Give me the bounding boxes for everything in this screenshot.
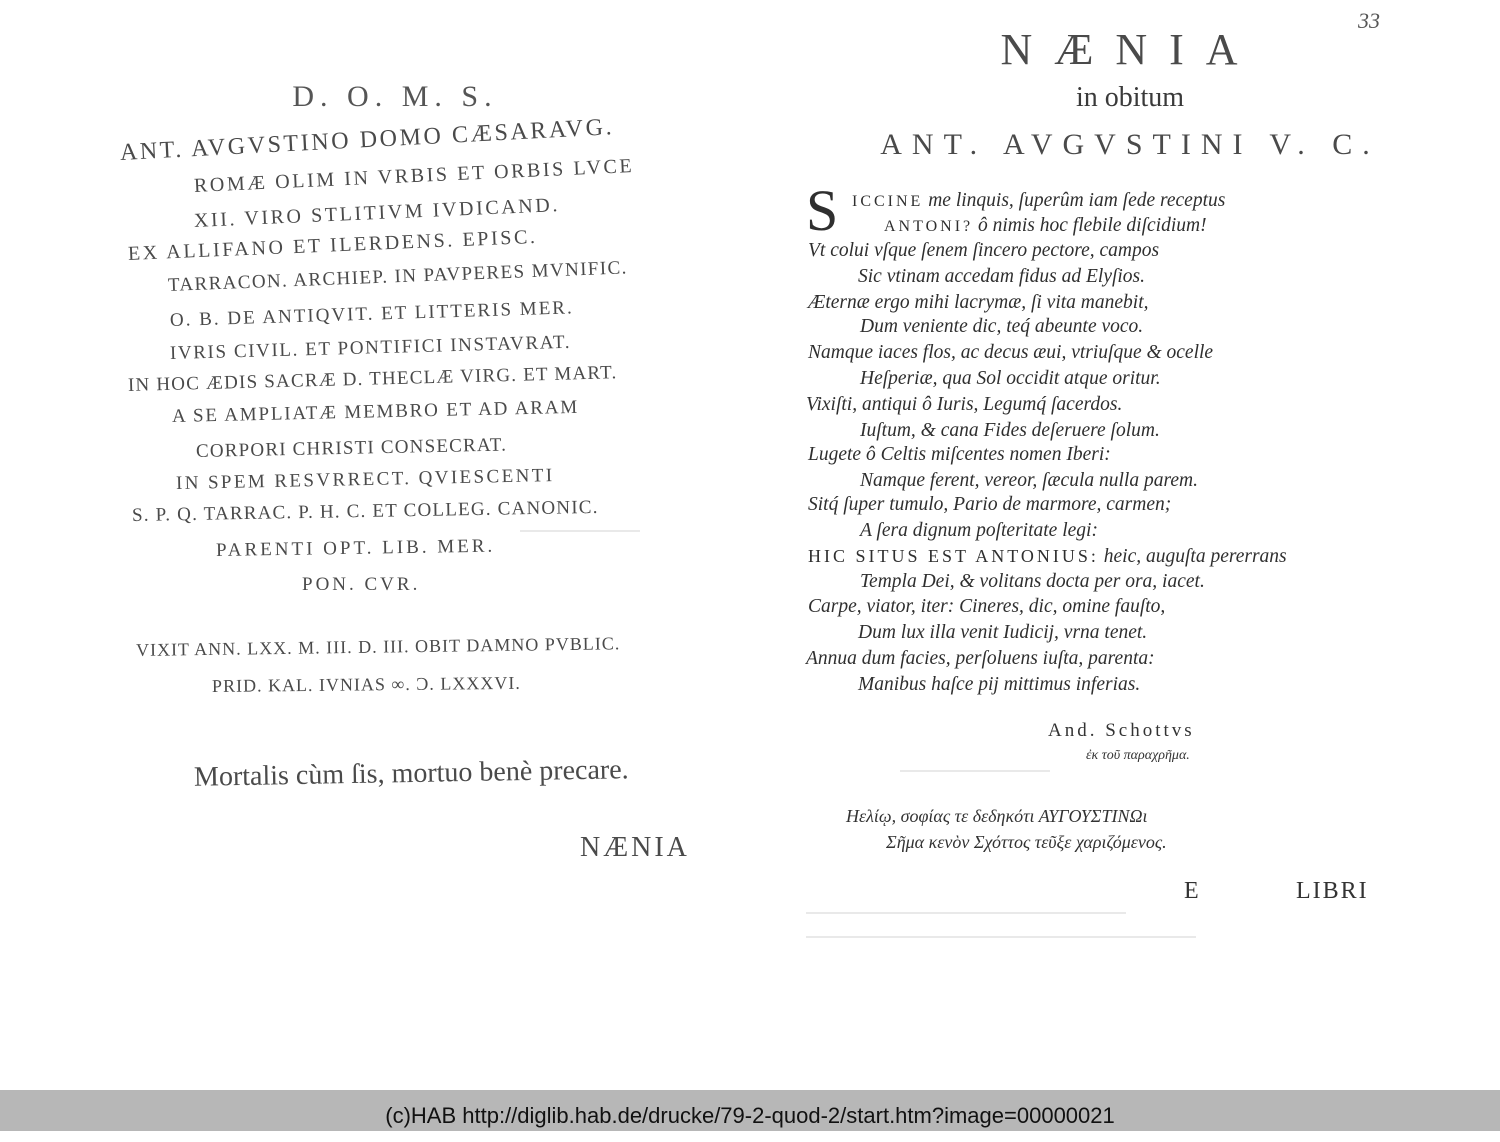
poem-text: me linquis, ſuperûm iam ſede receptus	[928, 190, 1226, 211]
epitaph-line: O. B. DE ANTIQVIT. ET LITTERIS MER.	[169, 297, 574, 331]
epitaph-line: TARRACON. ARCHIEP. IN PAVPERES MVNIFIC.	[167, 257, 629, 296]
epitaph-line: A SE AMPLIATÆ MEMBRO ET AD ARAM	[171, 396, 580, 427]
epitaph-line: IN SPEM RESVRRECT. QVIESCENTI	[175, 465, 555, 494]
bleed-through-mark	[806, 936, 1196, 938]
epitaph-line: IN HOC ÆDIS SACRÆ D. THECLÆ VIRG. ET MART.	[127, 362, 618, 396]
epitaph-line: XII. VIRO STLITIVM IVDICAND.	[193, 194, 561, 232]
right-page	[760, 0, 1500, 1090]
copyright-footer: (c)HAB http://diglib.hab.de/drucke/79-2-quod-2/start.htm?image=00000021	[0, 1090, 1500, 1131]
poem-line: Vixiſti, antiqui ô Iuris, Legumq́ ſacerdos.	[806, 394, 1123, 415]
epitaph-line: ANT. AVGVSTINO DOMO CÆSARAVG.	[119, 114, 615, 166]
epitaph-line: CORPORI CHRISTI CONSECRAT.	[195, 434, 508, 462]
greek-verse-line: Σῆμα κενὸν Σχόττος τεῦξε χαριζόμενος.	[886, 832, 1167, 852]
bleed-through-mark	[520, 530, 640, 532]
epitaph-line: PON. CVR.	[302, 574, 421, 595]
poem-line: Sitq́ ſuper tumulo, Pario de marmore, carmen;	[808, 494, 1172, 515]
epitaph-line: ROMÆ OLIM IN VRBIS ET ORBIS LVCE	[193, 155, 635, 197]
poem-line: Manibus haſce pij mittimus inferias.	[858, 674, 1141, 695]
bleed-through-mark	[900, 770, 1050, 772]
catchword-e: E	[1184, 878, 1201, 904]
poem-line: Sic vtinam accedam fidus ad Elyſios.	[858, 266, 1146, 287]
catchword-libri: LIBRI	[1296, 878, 1369, 904]
vixit-line: PRID. KAL. IVNIAS ∞. Ͻ. LXXXVI.	[211, 672, 521, 696]
poem-line	[884, 215, 1207, 237]
catchword: NÆNIA	[580, 832, 690, 863]
poem-line: Annua dum facies, perſoluens iuſta, parenta:	[806, 648, 1155, 669]
epitaph-line: IVRIS CIVIL. ET PONTIFICI INSTAVRAT.	[169, 331, 572, 364]
poem-line: Carpe, viator, iter: Cineres, dic, omine fauſto,	[808, 596, 1166, 617]
poem-line: Æternæ ergo mihi lacrymæ, ſi vita manebit,	[808, 292, 1149, 313]
epitaph-line: S. P. Q. TARRAC. P. H. C. ET COLLEG. CANONIC.	[131, 496, 599, 526]
small-caps-text: ICCINE	[852, 193, 924, 210]
signature: And. Schottvs	[1048, 720, 1195, 741]
small-caps-text: HIC SITUS EST ANTONIUS:	[808, 546, 1099, 566]
poem-line: Iuſtum, & cana Fides deſeruere ſolum.	[860, 420, 1160, 441]
poem-line: Vt colui vſque ſenem ſincero pectore, campos	[808, 240, 1160, 261]
poem-line: Templa Dei, & volitans docta per ora, iacet.	[860, 571, 1205, 592]
poem-line	[852, 190, 1225, 212]
small-caps-text: ANTONI?	[884, 218, 974, 235]
bleed-through-mark	[806, 912, 1126, 914]
poem-line: Heſperiæ, qua Sol occidit atque oritur.	[860, 368, 1161, 389]
poem-line: Namque iaces flos, ac decus æui, vtriuſque & ocelle	[808, 342, 1214, 363]
poem-text: ô nimis hoc flebile diſcidium!	[978, 215, 1207, 236]
drop-cap: S	[806, 178, 839, 243]
poem-line	[808, 546, 1287, 568]
poem-title: NÆNIA	[1000, 25, 1260, 74]
epitaph-title: D. O. M. S.	[292, 80, 498, 113]
poem-line: Lugete ô Celtis miſcentes nomen Iberi:	[808, 444, 1111, 465]
epitaph-line: EX ALLIFANO ET ILERDENS. EPISC.	[127, 225, 538, 265]
page-number: 33	[1358, 8, 1380, 33]
poem-heading: ANT. AVGVSTINI V. C.	[880, 128, 1380, 161]
poem-line: Dum lux illa venit Iudicij, vrna tenet.	[858, 622, 1148, 643]
poem-line: A ſera dignum poſteritate legi:	[860, 520, 1098, 541]
motto: Mortalis cùm ſis, mortuo benè precare.	[193, 754, 629, 793]
poem-text: heic, auguſta pererrans	[1103, 546, 1287, 567]
vixit-line: VIXIT ANN. LXX. M. III. D. III. OBIT DAMNO PVBLIC.	[135, 633, 621, 660]
greek-subscript: ἐκ τοῦ παραχρῆμα.	[1086, 748, 1190, 763]
greek-verse-line: Ηελίῳ, σοφίας τε δεδηκότι ΑΥΓΟΥΣΤΙΝΩι	[846, 806, 1148, 826]
epitaph-line: PARENTI OPT. LIB. MER.	[215, 535, 496, 561]
poem-line: Dum veniente dic, teq́ abeunte voco.	[860, 316, 1144, 337]
poem-line: Namque ferent, vereor, ſæcula nulla parem.	[860, 470, 1198, 491]
poem-subtitle: in obitum	[1075, 82, 1185, 113]
